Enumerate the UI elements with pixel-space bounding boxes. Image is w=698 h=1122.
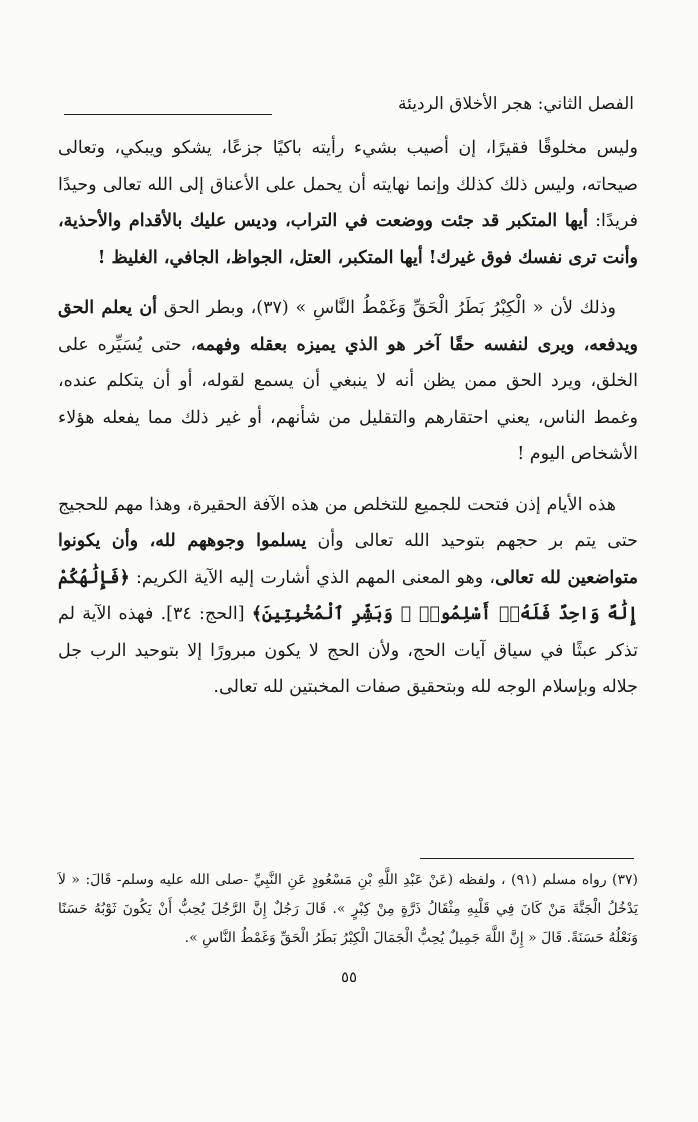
page-number: ٥٥: [340, 968, 358, 986]
paragraph-2-text-a: وذلك لأن « الْكِبْرُ بَطَرُ الْحَقِّ وَغَمْطُ النَّاسِ »: [288, 298, 616, 318]
paragraph-3-text-b: ، وهو المعنى المهم الذي أشارت إليه الآية الكريم:: [129, 567, 496, 588]
header-rule: [64, 114, 272, 115]
quran-verse: ﴿فَإِلَٰهُكُمْ إِلَٰهٌ وَاحِدٌ فَلَهُۥٓ أَسْلِمُوا۟ ۗ وَبَشِّرِ ٱلْمُخْبِتِينَ﴾: [58, 567, 638, 624]
paragraph-2-text-c: ، حتى يُسَيِّره على الخلق، ويرد الحق ممن يظن أنه لا ينبغي أن يسمع لقوله، أو أن يتكلم عنده، وغمط الناس، يعني احتقارهم والتقليل من شأنهم، أو غير ذلك مما يفعله هؤلاء الأشخاص اليوم !: [58, 334, 638, 464]
running-header: الفصل الثاني: هجر الأخلاق الرديئة: [398, 94, 634, 114]
paragraph-3-bold: يسلموا وجوههم لله، وأن يكونوا متواضعين لله تعالى: [58, 531, 638, 588]
paragraph-1-bold: أيها المتكبر قد جئت ووضعت في التراب، وديس عليك بالأقدام والأحذية، وأنت ترى نفسك فوق غيرك! أيها المتكبر، العتل، الجواظ، الجافي، الغليظ !: [58, 211, 638, 268]
paragraph-3-text-c: [الحج: ٣٤]. فهذه الآية لم تذكر عبثًا في سياق آيات الحج، ولأن الحج لا يكون مبرورًا إلا بتوحيد الرب جل جلاله وبإسلام الوجه لله وبتحقيق صفات المخبتين لله تعالى.: [58, 604, 638, 697]
main-text: [58, 130, 638, 720]
paragraph-2: [58, 290, 638, 473]
paragraph-1: [58, 130, 638, 276]
footnote-rule: [420, 858, 634, 859]
footnote-reference[interactable]: (٣٧): [256, 298, 289, 318]
paragraph-2-bold: أن يعلم الحق ويدفعه، ويرى لنفسه حقًا آخر هو الذي يميزه بعقله وفهمه: [58, 298, 638, 355]
footnote: (٣٧) رواه مسلم (٩١) ، ولفظه (عَنْ عَبْدِ اللَّهِ بْنِ مَسْعُودٍ عَنِ النَّبِيِّ -صلى الله عليه وسلم- قَالَ: « لاَ يَدْخُلُ الْجَنَّةَ مَنْ كَانَ فِي قَلْبِهِ مِثْقَالُ ذَرَّةٍ مِنْ كِبْرٍ ». قَالَ رَجُلٌ إِنَّ الرَّجُلَ يُحِبُّ أَنْ يَكُونَ ثَوْبُهُ حَسَنًا وَنَعْلُهُ حَسَنَةً. قَالَ « إِنَّ اللَّهَ جَمِيلٌ يُحِبُّ الْجَمَالَ الْكِبْرُ بَطَرُ الْحَقِّ وَغَمْطُ النَّاسِ ».: [58, 872, 638, 946]
paragraph-3-text-a: هذه الأيام إذن فتحت للجميع للتخلص من هذه الآفة الحقيرة، وهذا مهم للحجيج حتى يتم بر حجهم بتوحيد الله تعالى وأن: [58, 494, 638, 551]
paragraph-3: [58, 487, 638, 706]
paragraph-2-text-b: ، وبطر الحق: [157, 298, 257, 318]
paragraph-1-text: وليس مخلوقًا فقيرًا، إن أصيب بشيء رأيته باكيًا جزعًا، يشكو ويبكي، وتعالى صيحاته، وليس ذلك كذلك وإنما نهايته أن يحمل على الأعناق إلى الله تعالى وحيدًا فريدًا:: [58, 138, 638, 231]
